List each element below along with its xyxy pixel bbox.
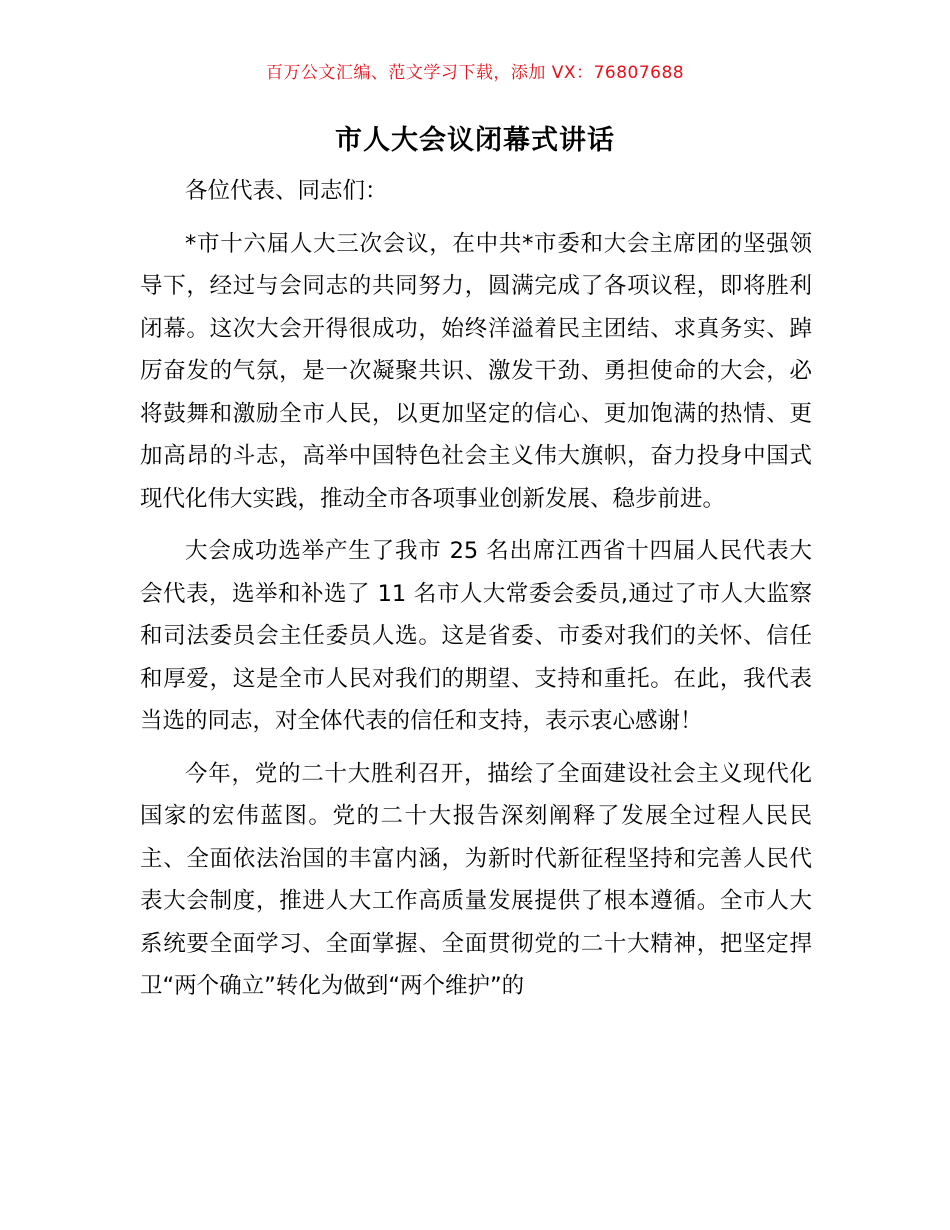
- document-title: 市人大会议闭幕式讲话: [335, 125, 615, 156]
- salutation: 各位代表、同志们：: [185, 178, 388, 204]
- document-body: [140, 170, 812, 1008]
- paragraph: *市十六届人大三次会议，在中共*市委和大会主席团的坚强领导下，经过与会同志的共同努力，圆满完成了各项议程，即将胜利闭幕。这次大会开得很成功，始终洋溢着民主团结、求真务实、踔厉奋发的气氛，是一次凝聚共识、激发干劲、勇担使命的大会，必将鼓舞和激励全市人民，以更加坚定的信心、更加饱满的热情、更加高昂的斗志，高举中国特色社会主义伟大旗帜，奋力投身中国式现代化伟大实践，推动全市各项事业创新发展、稳步前进。: [140, 230, 812, 512]
- header-watermark-note: 百万公文汇编、范文学习下载，添加 VX：76807688: [265, 63, 685, 83]
- paragraph: 大会成功选举产生了我市 25 名出席江西省十四届人民代表大会代表，选举和补选了 11 名市人大常委会委员,通过了市人大监察和司法委员会主任委员人选。这是省委、市委对我们的关怀、信任和厚爱，这是全市人民对我们的期望、支持和重托。在此，我代表当选的同志，对全体代表的信任和支持，表示衷心感谢！: [140, 538, 812, 734]
- paragraph: 今年，党的二十大胜利召开，描绘了全面建设社会主义现代化国家的宏伟蓝图。党的二十大报告深刻阐释了发展全过程人民民主、全面依法治国的丰富内涵，为新时代新征程坚持和完善人民代表大会制度，推进人大工作高质量发展提供了根本遵循。全市人大系统要全面学习、全面掌握、全面贯彻党的二十大精神，把坚定捍卫“两个确立”转化为做到“两个维护”的: [140, 760, 812, 999]
